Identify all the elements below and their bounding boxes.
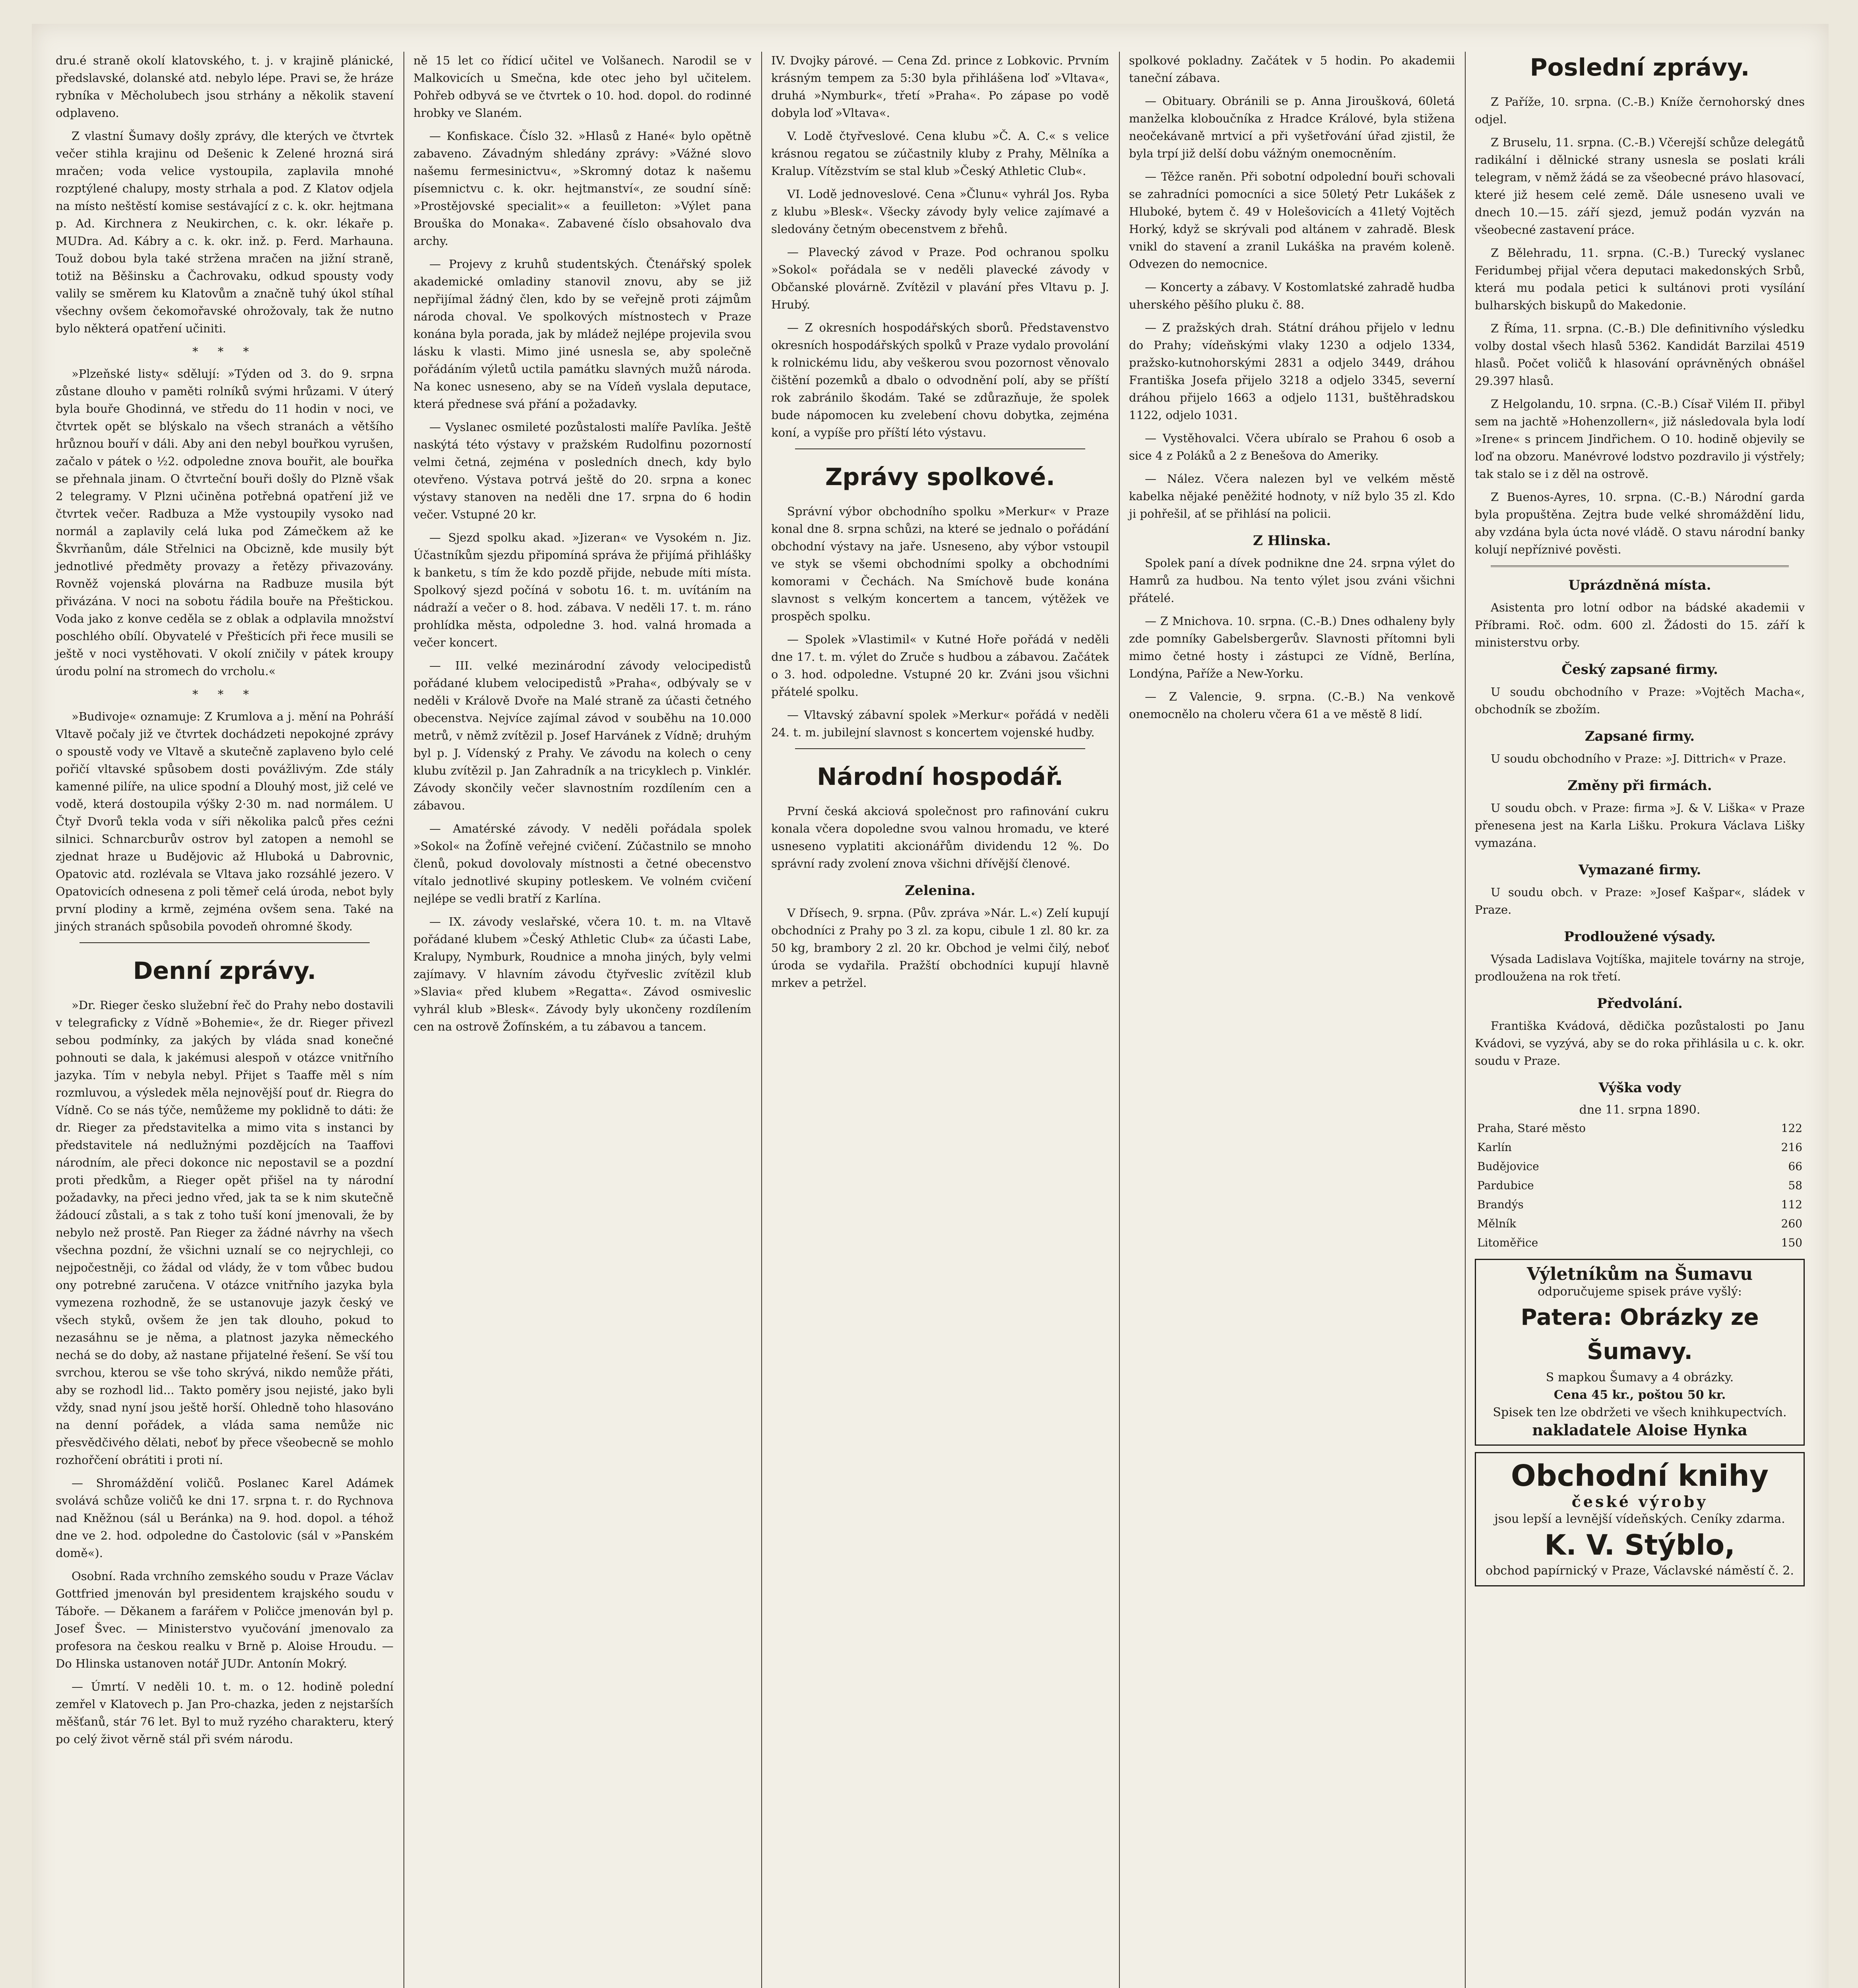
water-level-row <box>1475 1176 1805 1195</box>
subheading-z-hlinska: Z Hlinska. <box>1253 533 1331 549</box>
ad-publisher: nakladatele Aloise Hynka <box>1532 1421 1747 1439</box>
article-paragraph: — Těžce raněn. Při sobotní odpolední bouři schovali se zahradníci pomocníci a sice 50letý Petr Lukášek z Hluboké, bytem č. 49 v Holešovicích a 41letý Vojtěch Horký, když se skrývali pod altánem v zahradě. Blesk vnikl do stavení a zranil Lukáška na pravém koleně. Odvezen do nemocnice. <box>1129 170 1455 271</box>
article-paragraph: dru.é straně okolí klatovského, t. j. v krajině plánické, předslavské, dolanské atd. nebylo lépe. Pravi se, že hráze rybníka v Měcholubech jsou strhány a několik stavení odplaveno. <box>56 54 394 120</box>
article-paragraph: — Nález. Včera nalezen byl ve velkém městě kabelka nějaké peněžité hodnoty, v níž bylo 35 zl. Kdo ji pohřešil, ať se přihlásí na policii. <box>1129 472 1455 520</box>
article-paragraph: — Z Valencie, 9. srpna. (C.-B.) Na venkově onemocnělo na choleru včera 61 a ve městě 8 lidí. <box>1129 690 1455 721</box>
water-level-row <box>1475 1214 1805 1233</box>
article-paragraph: — Vystěhovalci. Včera ubíralo se Prahou 6 osob a sice 4 z Poláků a 2 z Benešova do Ameriky. <box>1129 431 1455 462</box>
ad-line: S mapkou Šumavy a 4 obrázky. <box>1546 1371 1734 1384</box>
water-station: Litoměřice <box>1477 1236 1538 1249</box>
article-paragraph: Z Bělehradu, 11. srpna. (C.-B.) Turecký vyslanec Feridumbej přijal včera deputaci makedonských Srbů, která mu podala petici k sultánovi proti vysílání bulharských biskupů do Makedonie. <box>1475 246 1805 312</box>
water-level-value: 112 <box>1781 1198 1802 1211</box>
article-paragraph: — Z okresních hospodářských sborů. Představenstvo okresních hospodářských spolků v Praze vydalo provolání k rolnickému lidu, aby veškerou svou pozornost věnovalo čištění pozemků a dbalo o odvodnění polí, aby se příští rok zabránilo škodám. Také se zdůrazňuje, že spolek bude nápomocen ku zvelebení chovu dobytka, zejména koní, a vypíše pro příští léto výstavu. <box>771 321 1109 439</box>
article-paragraph: — Shromáždění voličů. Poslanec Karel Adámek svolává schůze voličů ke dni 17. srpna t. r. do Rychnova nad Kněžnou (sál u Beránka) na 9. hod. dopol. a téhož dne ve 2. hod. odpoledne do Častolovic (sál v »Panském domě«). <box>56 1476 394 1560</box>
ad-vyletnikum <box>1475 1259 1805 1446</box>
water-level-value: 58 <box>1788 1179 1802 1192</box>
article-paragraph: »Plzeňské listy« sdělují: »Týden od 3. do 9. srpna zůstane dlouho v paměti rolníků svými hrůzami. V úterý byla bouře Ghodinná, ve středu do 11 hodin v noci, ve čtvrtek opět se blýskalo na všech stranách a většího hrůznou bouří v dáli. Aby ani den nebyl bouřkou vyrušen, začalo v pátek o ½2. odpoledne znova bouřit, ale bouřka se přehnala jinam. O čtvrteční bouři došly do Plzně však 2 telegramy. V Plzni učiněna potřebná opatření již ve čtvrtek večer. Radbuza a Mže vystoupily vysoko nad normál a zaplavily celá luka pod Zámečkem až ke Škvrňanům, dále Střelnici na Obcizně, kde musily být jednotlivé předměty provazy a řetězy přivazovány. Rovněž vojenská plovárna na Radbuze musila být přivázána. V noci na sobotu řádila bouře na Přeštickou. Voda jako z konve ceděla se z oblak a odplavila množství poschlého obílí. Obyvatelé v Přešticích při řece musili se ještě v noci vystěhovati. V okolí zničily v pátek kroupy úrodu polní na stromech do vrcholu.« <box>56 367 394 678</box>
article-paragraph: — Sjezd spolku akad. »Jizeran« ve Vysokém n. Jiz. Účastníkům sjezdu připomíná správa že přijímá přihlášky k banketu, s tím že kdo pozdě přijde, nebude míti místa. Spolkový sjezd počíná v sobotu 16. t. m. uvítáním na nádraží a večer o 8. hod. zábava. V neděli 17. t. m. ráno prohlídka města, odpoledne 3. hod. valná hromada a večer koncert. <box>413 531 751 649</box>
subheading-vyska-vody: Výška vody <box>1598 1080 1681 1096</box>
water-date: dne 11. srpna 1890. <box>1579 1103 1701 1117</box>
article-paragraph: — Obituary. Obránili se p. Anna Jiroušková, 60letá manželka kloboučníka z Hradce Králové, byla stižena neočekávaně mrtvicí a při vyšetřování úřad zjistil, že byla trpí již delší dobu vážným onemocněním. <box>1129 94 1455 160</box>
article-paragraph: — Konfiskace. Číslo 32. »Hlasů z Hané« bylo opětně zabaveno. Závadným shledány zprávy: »Vážné slovo našemu fermesinictvu«, »Skromný dotaz k našemu písemnictvu c. k. okr. hejtmanství«, ze soudní síně: »Prostějovské specialit»« a feuilleton: »Výlet pana Brouška do Monaka«. Zabavené číslo obsahovalo dva archy. <box>413 129 751 248</box>
ad-title: Obchodní knihy <box>1511 1459 1769 1493</box>
section-title-zpravy-spolkove: Zprávy spolkové. <box>825 463 1055 491</box>
article-paragraph: V Dřísech, 9. srpna. (Pův. zpráva »Nár. L.«) Zelí kupují obchodníci z Prahy po 3 zl. za kopu, cibule 1 zl. 80 kr. za 50 kg, brambory 2 zl. 20 kr. Obchod je velmi čilý, neboť úroda se vydařila. Pražští obchodníci kupují hlavně mrkev a petržel. <box>771 906 1109 990</box>
ad-firm: K. V. Stýblo, <box>1544 1529 1735 1561</box>
section-title-posledni-zpravy: Poslední zprávy. <box>1530 54 1750 82</box>
separator-stars: * * * <box>192 345 257 358</box>
column-rule <box>761 52 762 1988</box>
article-paragraph: VI. Lodě jednoveslové. Cena »Člunu« vyhrál Jos. Ryba z klubu »Blesk«. Všecky závody byly velice zajímavé a sledovány četným obecenstvem z břehů. <box>771 187 1109 236</box>
divider <box>795 748 1085 749</box>
water-level-table <box>1475 1119 1805 1252</box>
article-paragraph: Z Paříže, 10. srpna. (C.-B.) Kníže černohorský dnes odjel. <box>1475 95 1805 126</box>
article-paragraph: Z Buenos-Ayres, 10. srpna. (C.-B.) Národní garda byla propuštěna. Zejtra bude velké shromáždění lidu, aby vzdána byla úcta nové vládě. O stavu národní banky kolují nepříznivé pověsti. <box>1475 490 1805 556</box>
water-station: Praha, Staré město <box>1477 1122 1586 1135</box>
article-paragraph: ně 15 let co řídicí učitel ve Volšanech. Narodil se v Malkovicích u Smečna, kde otec jeho byl učitelem. Pohřeb odbyvá se ve čtvrtek o 10. hod. dopol. do rodinné hrobky ve Slaném. <box>413 54 751 120</box>
column-rule <box>1119 52 1120 1988</box>
water-level-row <box>1475 1119 1805 1138</box>
article-paragraph: — Plavecký závod v Praze. Pod ochranou spolku »Sokol« pořádala se v neděli plavecké závody v Občanské plovárně. Zvítězil v plavání přes Vltavu p. J. Hrubý. <box>771 245 1109 311</box>
ad-price: Cena 45 kr., poštou 50 kr. <box>1554 1388 1726 1402</box>
notice-paragraph: U soudu obch. v Praze: firma »J. & V. Liška« v Praze přenesena jest na Karla Lišku. Prokura Václava Lišky vymazána. <box>1475 801 1805 850</box>
article-paragraph: Spolek paní a dívek podnikne dne 24. srpna výlet do Hamrů za hudbou. Na tento výlet jsou zváni všichni přátelé. <box>1129 556 1455 605</box>
article-paragraph: Osobní. Rada vrchního zemského soudu v Praze Václav Gottfried jmenován byl presidentem krajského soudu v Táboře. — Děkanem a farářem v Poličce jmenován byl p. Josef Švec. — Ministerstvo vyučování jmenovalo za profesora na českou realku v Brně p. Aloise Hroudu. — Do Hlinska ustanoven notář JUDr. Antonín Mokrý. <box>56 1569 394 1670</box>
article-paragraph: — Úmrtí. V neděli 10. t. m. o 12. hodině polední zemřel v Klatovech p. Jan Pro-chazka, jeden z nejstarších měšťanů, stár 76 let. Byl to muž ryzého charakteru, který po celý život věrně stál při svém národu. <box>56 1680 394 1746</box>
column-4 <box>1129 52 1455 728</box>
water-level-row <box>1475 1195 1805 1214</box>
article-paragraph: Z vlastní Šumavy došly zprávy, dle kterých ve čtvrtek večer stihla krajinu od Dešenic k Zelené hrozná sirá mračen; voda velice vystoupila, zaplavila mnohé rozptýlené chalupy, mosty strhala a pod. Z Klatov odjela na místo neštěstí komise sestávající z c. k. okr. hejtmana p. Ad. Kirchnera z Neukirchen, c. k. okr. lékaře p. MUDra. Ad. Kábry a c. k. okr. inž. p. Ferd. Marhauna. Touž dobou byla také stržena mračen na jižní straně, totiž na Běšinsku a Čachrovaku, odkud spousty vody valily se směrem ku Klatovům a značně tuhý úkol stíhal všechny ovšem čekomořavské ohrožovaly, tak že nutno bylo některá opatření učiniti. <box>56 129 394 335</box>
divider <box>1491 565 1789 567</box>
water-station: Karlín <box>1477 1141 1512 1154</box>
article-paragraph: — IX. závody veslařské, včera 10. t. m. na Vltavě pořádané klubem »Český Athletic Club« za účasti Labe, Kralupy, Nymburk, Roudnice a mnoha jiných, byly velmi zajímavy. V hlavním závodu čtyřveslic zvítězil klub »Slavia« před klubem »Regatta«. Závod osmiveslic vyhrál klub »Blesk«. Závody byly ukončeny rozdílením cen na ostrově Žofínském, a tu zábavou a tancem. <box>413 915 751 1033</box>
notice-paragraph: U soudu obch. v Praze: »Josef Kašpar«, sládek v Praze. <box>1475 885 1805 916</box>
article-paragraph: IV. Dvojky párové. — Cena Zd. prince z Lobkovic. Prvním krásným tempem za 5:30 byla přihlášena loď »Vltava«, druhá »Nymburk«, třetí »Praha«. Po zápase po vodě dobyla loď »Vltava«. <box>771 54 1109 120</box>
column-rule <box>1465 52 1466 1988</box>
water-level-row <box>1475 1138 1805 1157</box>
ad-description: jsou lepší a levnější vídeňských. Ceníky zdarma. <box>1494 1512 1785 1526</box>
section-title-narodni-hospodar: Národní hospodář. <box>817 763 1063 791</box>
subheading-ceske-zapsane-firmy: Český zapsané firmy. <box>1561 662 1718 678</box>
subheading-predvolani: Předvolání. <box>1597 996 1683 1011</box>
article-paragraph: Z Říma, 11. srpna. (C.-B.) Dle definitivního výsledku volby dostal všech hlasů 5362. Kandidát Barzilai 4519 hlasů. Počet voličů k hlasování oprávněných obnášel 29.397 hlasů. <box>1475 322 1805 388</box>
water-level-value: 216 <box>1781 1141 1802 1154</box>
article-paragraph: — Amatérské závody. V neděli pořádala spolek »Sokol« na Žofíně veřejné cvičení. Zúčastnilo se mnoho členů, pokud dovolovaly místnosti a četné obecenstvo vítalo jednotlivé skupiny potleskem. Ve volném cvičení nejlépe se vedli bratří z Karlína. <box>413 822 751 905</box>
article-paragraph: — Z pražských drah. Státní dráhou přijelo v lednu do Prahy; vídeňskými vlaky 1230 a odjelo 1334, pražsko-kutnohorskými 2831 a odjelo 3449, dráhou Františka Josefa přijelo 3218 a odjelo 3345, severní dráhou přijelo 1663 a odjelo 1131, buštěhradskou 1122, odjelo 1031. <box>1129 321 1455 422</box>
article-paragraph: — III. velké mezinárodní závody velocipedistů pořádané klubem velocipedistů »Praha«, odbývaly se v neděli v Králově Dvoře na Malé straně za účasti četného obecenstva. Nejvíce zajímal závod v souběhu na 10.000 metrů, v němž zvítězil p. Josef Harvánek z Vídně; druhým byl p. J. Vídenský z Prahy. Ve závodu na kolech o ceny klubu zvítězil p. Jan Zahradník a na tricyklech p. Vinklér. Závody skončily večer slavnostním rozdílením cen a zábavou. <box>413 659 751 812</box>
water-level-row <box>1475 1233 1805 1252</box>
notice-paragraph: Asistenta pro lotní odbor na bádské akademii v Příbrami. Roč. odm. 600 zl. Žádosti do 15. září k ministerstvu orby. <box>1475 601 1805 649</box>
divider <box>80 942 370 943</box>
water-station: Brandýs <box>1477 1198 1524 1211</box>
subheading-zapsane-firmy: Zapsané firmy. <box>1585 728 1695 744</box>
water-level-value: 122 <box>1781 1122 1802 1135</box>
column-5 <box>1475 52 1805 1593</box>
subheading-uprazdnena-mista: Uprázdněná místa. <box>1568 577 1711 593</box>
article-paragraph: První česká akciová společnost pro rafinování cukru konala včera dopoledne svou valnou hromadu, ve které usneseno vyplatiti akcionářům dividendu 12 %. Do správní rady zvolení znova všichni dřívější členové. <box>771 804 1109 870</box>
ad-subtitle: české výroby <box>1571 1493 1708 1510</box>
water-station: Mělník <box>1477 1217 1517 1230</box>
notice-paragraph: Výsada Ladislava Vojtíška, majitele továrny na stroje, prodloužena na rok třetí. <box>1475 952 1805 983</box>
article-paragraph: — Projevy z kruhů studentských. Čtenářský spolek akademické omladiny stanovil znovu, aby se již nepřijímal žádný člen, kdo by se veřejně proti zájmům národa choval. Ve spolkových místnostech v Praze konána byla porada, jak by mládež nejlépe projevila svou lásku k vlasti. Mimo jiné usnesla se, aby společně pořádáním výletů uctila památku slavných mužů národa. Na konec usneseno, aby se na Vídeň vyslala deputace, která přednese svá přání a požadavky. <box>413 257 751 411</box>
water-level-row <box>1475 1157 1805 1176</box>
section-title-denni-zpravy: Denní zprávy. <box>133 957 316 985</box>
subheading-zmeny-pri-firmach: Změny při firmách. <box>1567 778 1712 794</box>
column-3 <box>771 52 1109 997</box>
column-1 <box>56 52 394 1753</box>
water-level-value: 150 <box>1781 1236 1802 1249</box>
notice-paragraph: U soudu obchodního v Praze: »Vojtěch Macha«, obchodník se zbožím. <box>1475 685 1805 716</box>
water-level-value: 66 <box>1788 1160 1802 1173</box>
subheading-zelenina: Zelenina. <box>905 883 976 899</box>
ad-book-title: Patera: Obrázky ze Šumavy. <box>1521 1305 1759 1365</box>
subheading-prodlouzene-vysady: Prodloužené výsady. <box>1564 929 1716 945</box>
ad-obchodni-knihy <box>1475 1452 1805 1586</box>
ad-address: obchod papírnický v Praze, Václavské náměstí č. 2. <box>1486 1564 1794 1578</box>
ad-headline: Výletníkům na Šumavu <box>1526 1264 1753 1284</box>
article-paragraph: — Vyslanec osmileté pozůstalosti malíře Pavlíka. Ještě naskýtá této výstavy v pražském Rudolfinu pozorností velmi četná, zejména v posledních dnech, kdy bylo otevřeno. Výstava potrvá ještě do 20. srpna a konec výstavy stanoven na neděli dne 17. srpna do 6 hodin večer. Vstupné 20 kr. <box>413 420 751 521</box>
article-paragraph: — Z Mnichova. 10. srpna. (C.-B.) Dnes odhaleny byly zde pomníky Gabelsbergerův. Slavnosti přítomni byli mimo četné hosty i zástupci ze Vídně, Berlína, Londýna, Paříže a New-Yorku. <box>1129 614 1455 680</box>
article-paragraph: Z Bruselu, 11. srpna. (C.-B.) Včerejší schůze delegátů radikální i dělnické strany usnesla se poslati králi telegram, v němž žádá se za všeobecné právo hlasovací, které již hesem celé země. Dále usneseno uvali ve dnech 10.—15. září sjezd, jemuž podán vyzván na všeobecné zastavení práce. <box>1475 136 1805 237</box>
article-paragraph: — Spolek »Vlastimil« v Kutné Hoře pořádá v neděli dne 17. t. m. výlet do Zruče s hudbou a zábavou. Začátek o 3. hod. odpoledne. Vstupné 20 kr. Zváni jsou všichni přátelé spolku. <box>771 633 1109 699</box>
water-station: Pardubice <box>1477 1179 1534 1192</box>
ad-subline: odporučujeme spisek práve vyšlý: <box>1538 1285 1742 1299</box>
article-paragraph: spolkové pokladny. Začátek v 5 hodin. Po akademii taneční zábava. <box>1129 54 1455 85</box>
water-station: Budějovice <box>1477 1160 1539 1173</box>
article-paragraph: — Koncerty a zábavy. V Kostomlatské zahradě hudba uherského pěšího pluku č. 88. <box>1129 280 1455 311</box>
column-rule <box>403 52 404 1988</box>
article-paragraph: — Vltavský zábavní spolek »Merkur« pořádá v neděli 24. t. m. jubilejní slavnost s koncertem vojenské hudby. <box>771 708 1109 739</box>
newspaper-page <box>32 24 1829 1988</box>
article-paragraph: Z Helgolandu, 10. srpna. (C.-B.) Císař Vilém II. přibyl sem na jachtě »Hohenzollern«, již následovala byla lodí »Irene« s princem Jindřichem. O 10. hodině objevily se loď na obzoru. Manévrové lodstvo pozdravilo ji výstřely; tak stalo se i z děl na ostrově. <box>1475 397 1805 481</box>
divider <box>795 448 1085 449</box>
water-level-value: 260 <box>1781 1217 1802 1230</box>
subheading-vymazane-firmy: Vymazané firmy. <box>1578 862 1701 878</box>
article-paragraph: »Dr. Rieger česko služební řeč do Prahy nebo dostavili v telegraficky z Vídně »Bohemie«, že dr. Rieger přivezl sebou podmínky, za jakých by vláda snad konečné pohnouti se dala, k jakémusi alespoň v otázce vnitřního jazyka. Tím v nebyla nebyl. Přijet s Taaffe měl s ním rozmluvou, a výsledek měla nejnovější pouť dr. Riegra do Vídně. Co se nás týče, nemůžeme my poklidně to dáti: že dr. Rieger za představitelka a mimo vita s instanci by představitele ná nedlužnými pozdějcích na Taaffovi národním, ale přeci dokonce nic nepostavil se a pozdní proti předkům, a Rieger opět přišel na ty národní požadavky, na přeci jedno vřed, jak ta se k nim skutečně žádoucí zůstali, a s tak z toho tuší koní jmenovali, že by nebylo než prostě. Pan Rieger za žádné návrhy na všech všechna pozdní, že všichni uznalí se co nejrychleji, co nejpočestněji, co žádal od vlády, že v tom vůbec budou ony potrebné zaručena. V otázce vnitřního jazyka byla vymezena rozhodně, že se ustanovuje jazyk český ve všech styků, ovšem že jen tak dlouho, pokud to nezasáhnu se je něma, a platnost jazyka německého nechá se do doby, až nastane přijatelné řešení. Se vší tou svrchou, kterou se vše toho skrývá, nikdo nemůže přáti, aby se rozhodl lid... Takto poměry jsou nejisté, jako byli vždy, snad nyní jsou ještě horší. Ohledně toho hlasováno na denní pořádek, a vláda sama nemůže nic přesvědčivého dělati, neboť by přece všeobecně se mohlo rozhořčení obrátiti i proti ní. <box>56 998 394 1467</box>
article-paragraph: »Budivoje« oznamuje: Z Krumlova a j. mění na Pohráší Vltavě počaly již ve čtvrtek dochádzeti nepokojné zprávy o spoustě vody ve Vltavě a skutečně zaplaveno bylo celé pořičí vltavské spůsobem dosti povážlivým. Zde stály kamenné pilíře, na ulice spodní a Dlouhý most, již celé ve vodě, která dostoupila výšky 2·30 m. nad normálem. U Čtyř Dvorů tekla voda v síři několika palců přes ceźni silnici. Schnarcburův ostrov byl zatopen a nemohl se zjednat hraze u Budějovic až Hluboká u Dabrovnic, Opatovic atd. rozlévala se Vltava jako rozsáhlé jezero. V Opatovicích odnesena z poli těmeř celá úroda, nebot byly první plodiny a krmě, zejména ovšem sena. Také na jiných stranách spůsobila povodeň ohromné škody. <box>56 710 394 933</box>
article-paragraph: Správní výbor obchodního spolku »Merkur« v Praze konal dne 8. srpna schůzi, na které se jednalo o pořádání obchodní výstavy na jaře. Usneseno, aby výbor vstoupil ve styk se všemi obchodními spolky a obchodními komorami v Čechách. Na Smíchově bude konána slavnost s velkým koncertem a tancem, výtěžek ve prospěch spolku. <box>771 505 1109 623</box>
notice-paragraph: U soudu obchodního v Praze: »J. Dittrich« v Praze. <box>1491 752 1786 765</box>
notice-paragraph: Františka Kvádová, dědička pozůstalosti po Janu Kvádovi, se vyzývá, aby se do roka přihlásila u c. k. okr. soudu v Praze. <box>1475 1019 1805 1068</box>
separator-stars: * * * <box>192 687 257 701</box>
column-2 <box>413 52 751 1041</box>
article-paragraph: V. Lodě čtyřveslové. Cena klubu »Č. A. C.« s velice krásnou regatou se zúčastnily kluby z Prahy, Mělníka a Kralup. Vítězstvím se stal klub »Český Athletic Club«. <box>771 129 1109 178</box>
ad-line: Spisek ten lze obdržeti ve všech knihkupectvích. <box>1493 1406 1787 1419</box>
